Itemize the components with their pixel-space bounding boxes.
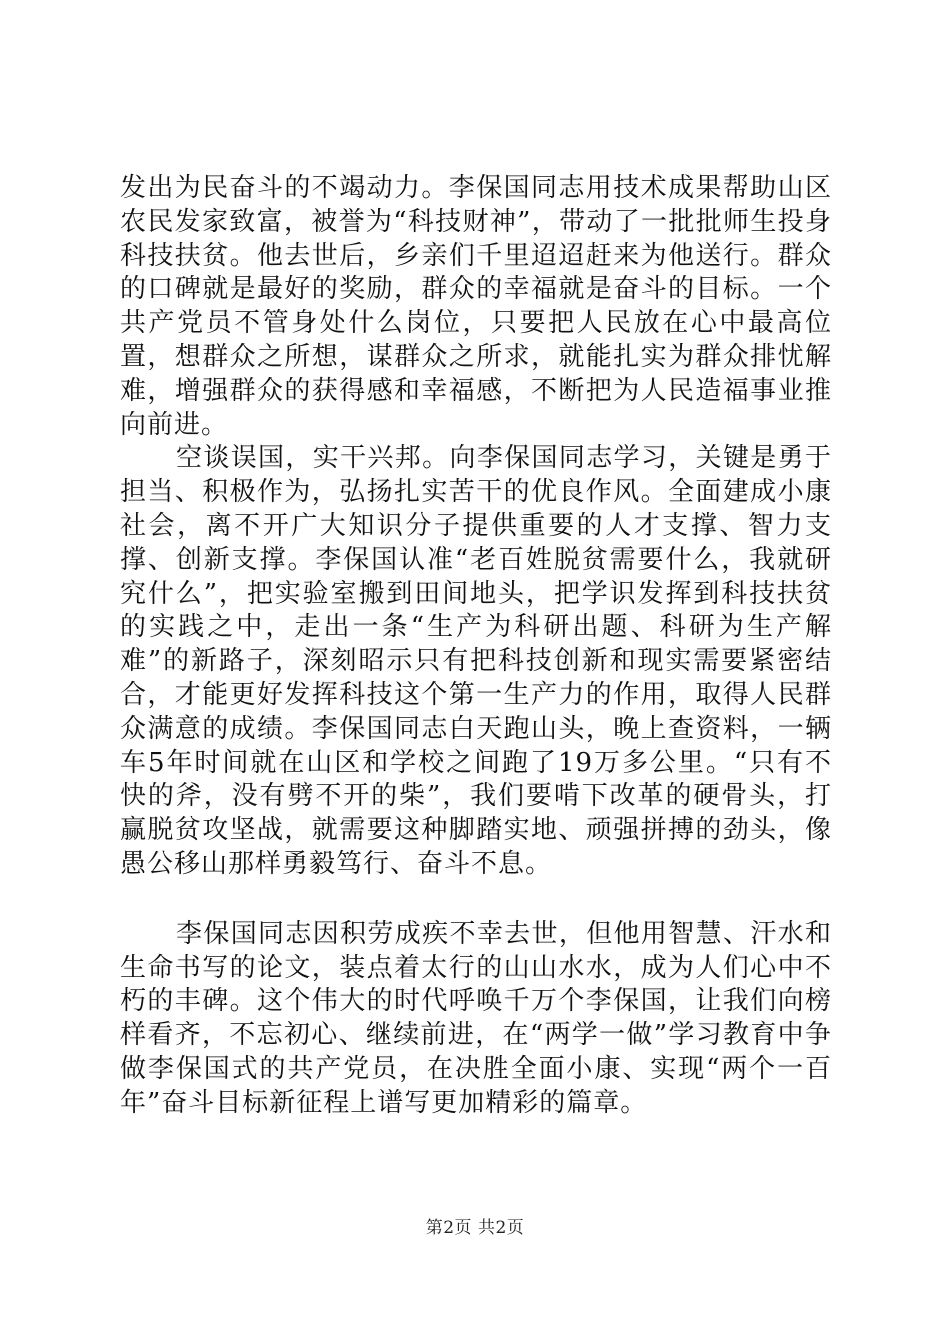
page-number-footer: 第2页 共2页 bbox=[425, 1218, 525, 1238]
paragraph-conclusion: 李保国同志因积劳成疾不幸去世，但他用智慧、汗水和生命书写的论文，装点着太行的山山水水，成为人们心中不朽的丰碑。这个伟大的时代呼唤千万个李保国，让我们向榜样看齐，不忘初心、继续前进，在“两学一做”学习教育中争做李保国式的共产党员，在决胜全面小康、实现“两个一百年”奋斗目标新征程上谱写更加精彩的篇章。 bbox=[120, 918, 832, 1118]
document-body bbox=[120, 172, 832, 1121]
paragraph-practical-work: 空谈误国，实干兴邦。向李保国同志学习，关键是勇于担当、积极作为，弘扬扎实苦干的优良作风。全面建成小康社会，离不开广大知识分子提供重要的人才支撑、智力支撑、创新支撑。李保国认准“老百姓脱贫需要什么，我就研究什么”，把实验室搬到田间地头，把学识发挥到科技扶贫的实践之中，走出一条“生产为科研出题、科研为生产解难”的新路子，深刻昭示只有把科技创新和现实需要紧密结合，才能更好发挥科技这个第一生产力的作用，取得人民群众满意的成绩。李保国同志白天跑山头，晚上查资料，一辆车5年时间就在山区和学校之间跑了19万多公里。“只有不快的斧，没有劈不开的柴”，我们要啃下改革的硬骨头，打赢脱贫攻坚战，就需要这种脚踏实地、顽强拼搏的劲头，像愚公移山那样勇毅笃行、奋斗不息。 bbox=[120, 443, 832, 879]
paragraph-spacer bbox=[120, 882, 832, 918]
paragraph-continuation: 发出为民奋斗的不竭动力。李保国同志用技术成果帮助山区农民发家致富，被誉为“科技财神”，带动了一批批师生投身科技扶贫。他去世后，乡亲们千里迢迢赶来为他送行。群众的口碑就是最好的奖励，群众的幸福就是奋斗的目标。一个共产党员不管身处什么岗位，只要把人民放在心中最高位置，想群众之所想，谋群众之所求，就能扎实为群众排忧解难，增强群众的获得感和幸福感，不断把为人民造福事业推向前进。 bbox=[120, 173, 832, 440]
